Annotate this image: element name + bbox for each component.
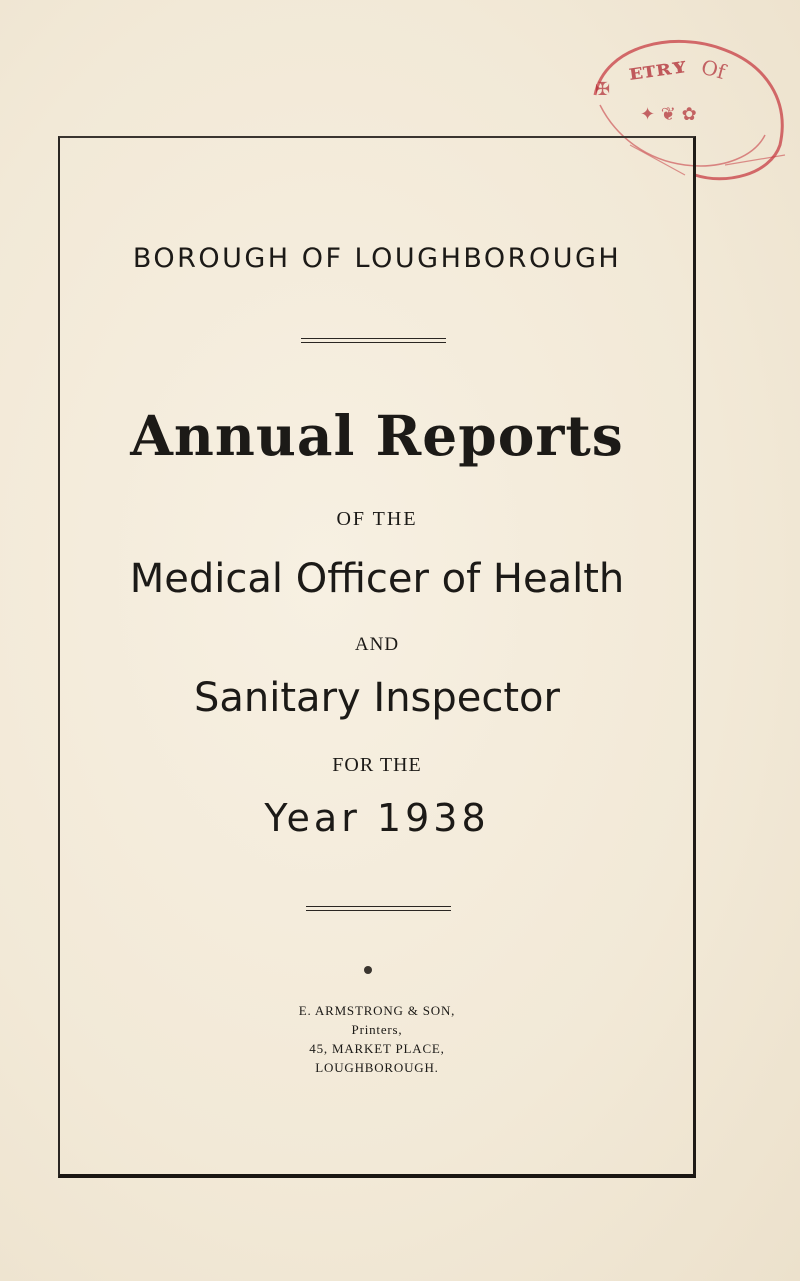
bottom-rule-underline [306,910,451,911]
report-year: Year 1938 [264,796,490,840]
svg-text:Of: Of [698,54,728,84]
top-rule [301,338,446,339]
top-rule-underline [301,342,446,343]
sanitary-inspector-title: Sanitary Inspector [194,675,560,721]
report-title: Annual Reports [130,403,624,468]
svg-text:ᴇᴛʀʏ: ᴇᴛʀʏ [627,52,689,86]
printer-role: Printers, [351,1022,403,1037]
dot-ornament-icon [364,966,372,974]
printer-town: LOUGHBOROUGH. [315,1060,439,1075]
svg-text:✠: ✠ [595,79,611,100]
svg-text:✦ ❦ ✿: ✦ ❦ ✿ [640,104,697,125]
and-label: AND [354,634,400,655]
printer-name: E. ARMSTRONG & SON, [298,1003,456,1018]
for-the-label: FOR THE [332,754,422,776]
of-the-label: OF THE [336,508,418,530]
printer-address: 45, MARKET PLACE, [309,1041,445,1056]
medical-officer-title: Medical Officer of Health [129,556,625,602]
bottom-rule [306,906,451,907]
borough-heading: BOROUGH OF LOUGHBOROUGH [132,243,622,274]
